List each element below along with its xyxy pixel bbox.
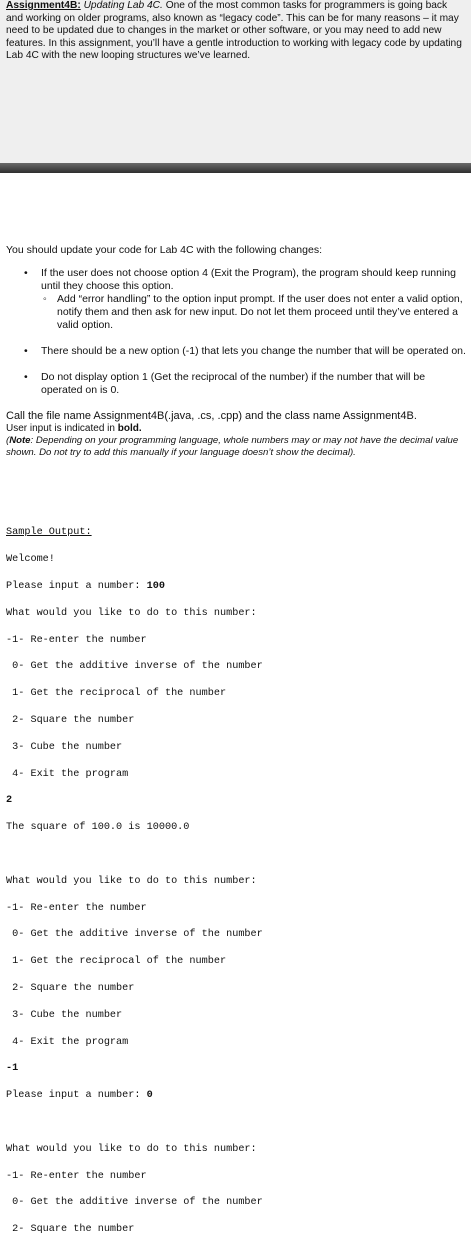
console-menu-option: 0- Get the additive inverse of the number	[6, 661, 263, 673]
console-menu-option: 0- Get the additive inverse of the number	[6, 929, 263, 941]
console-menu-option: 2- Square the number	[6, 982, 135, 994]
user-input-bold: bold.	[117, 423, 142, 434]
requirement-item	[6, 267, 466, 332]
console-line: What would you like to do to this number:	[6, 1143, 257, 1155]
console-prompt: Please input a number:	[6, 1090, 147, 1102]
decimal-note: (Note: Depending on your programming language, whole numbers may or may not have the decimal value shown. Do not try to add this manually if your language doesn’t show the decimal).	[6, 435, 459, 458]
console-menu-option: 1- Get the reciprocal of the number	[6, 956, 227, 968]
console-blank-line	[6, 1116, 466, 1129]
requirements-lead: You should update your code for Lab 4C with the following changes:	[6, 244, 322, 256]
console-menu-option: -1- Re-enter the number	[6, 634, 147, 646]
console-user-input: 2	[6, 795, 13, 807]
console-menu-option: -1- Re-enter the number	[6, 902, 147, 914]
requirement-subitem-text: Add “error handling” to the option input prompt. If the user does not enter a valid option, notify them and then ask for new input. Do not let them proceed until they’ve entered a valid option.	[57, 293, 463, 331]
console-user-input: 0	[146, 1090, 153, 1102]
console-line: What would you like to do to this number:	[6, 875, 257, 887]
filename-instruction: Call the file name Assignment4B(.java, .cs, .cpp) and the class name Assignment4B.	[6, 410, 417, 422]
requirements-list	[6, 267, 466, 397]
requirement-subitem	[41, 293, 466, 332]
user-input-note	[6, 423, 466, 435]
requirements-section	[6, 244, 466, 458]
console-line: What would you like to do to this number:	[6, 607, 257, 619]
console-menu-option: 1- Get the reciprocal of the number	[6, 688, 227, 700]
user-input-prefix: User input is indicated in	[6, 423, 118, 434]
console-menu-option: 2- Square the number	[6, 714, 135, 726]
note-label: Note	[9, 435, 31, 446]
console-menu-option: 3- Cube the number	[6, 1009, 123, 1021]
console-user-input: 100	[146, 581, 165, 592]
console-line: Welcome!	[6, 554, 55, 566]
console-menu-option: 4- Exit the program	[6, 768, 129, 780]
requirement-item	[6, 371, 466, 397]
requirement-sublist	[41, 293, 466, 332]
assignment-intro-text: One of the most common tasks for programmers is going back and working on older programs, also known as “legacy code”. This can be for many reasons – it may need to be updated due to changes in the market or other software, or you may need to add new features. In this assignment, you’ll have a gentle introduction to working with legacy code by updating Lab 4C with the new looping structures we’ve learned.	[6, 0, 462, 61]
sample-output-header: Sample Output:	[6, 527, 92, 539]
console-line	[6, 580, 466, 593]
console-blank-line	[6, 848, 466, 861]
assignment-label: Assignment4B:	[6, 0, 81, 11]
requirement-text: If the user does not choose option 4 (Exit the Program), the program should keep running until they choose this option.	[41, 267, 456, 292]
requirement-item	[6, 345, 466, 358]
page-gap	[0, 173, 471, 235]
console-menu-option: -1- Re-enter the number	[6, 1170, 147, 1182]
console-line: The square of 100.0 is 10000.0	[6, 822, 190, 834]
console-menu-option: 0- Get the additive inverse of the number	[6, 1197, 263, 1209]
sample-output	[6, 513, 466, 1250]
assignment-intro	[0, 0, 471, 163]
console-user-input: -1	[6, 1063, 19, 1075]
requirement-text: There should be a new option (-1) that lets you change the number that will be operated on.	[41, 345, 466, 357]
console-line	[6, 1089, 466, 1102]
section-divider	[0, 163, 471, 173]
requirement-text: Do not display option 1 (Get the reciprocal of the number) if the number that will be operated on is 0.	[41, 371, 426, 396]
console-prompt: Please input a number:	[6, 581, 147, 592]
console-menu-option: 4- Exit the program	[6, 1036, 129, 1048]
assignment-topic: Updating Lab 4C.	[83, 0, 163, 11]
note-text: : Depending on your programming language, whole numbers may or may not have the decimal value shown. Do not try to add this manually if your language doesn’t show the decimal).	[6, 435, 459, 458]
console-menu-option: 2- Square the number	[6, 1224, 135, 1236]
console-menu-option: 3- Cube the number	[6, 741, 123, 753]
